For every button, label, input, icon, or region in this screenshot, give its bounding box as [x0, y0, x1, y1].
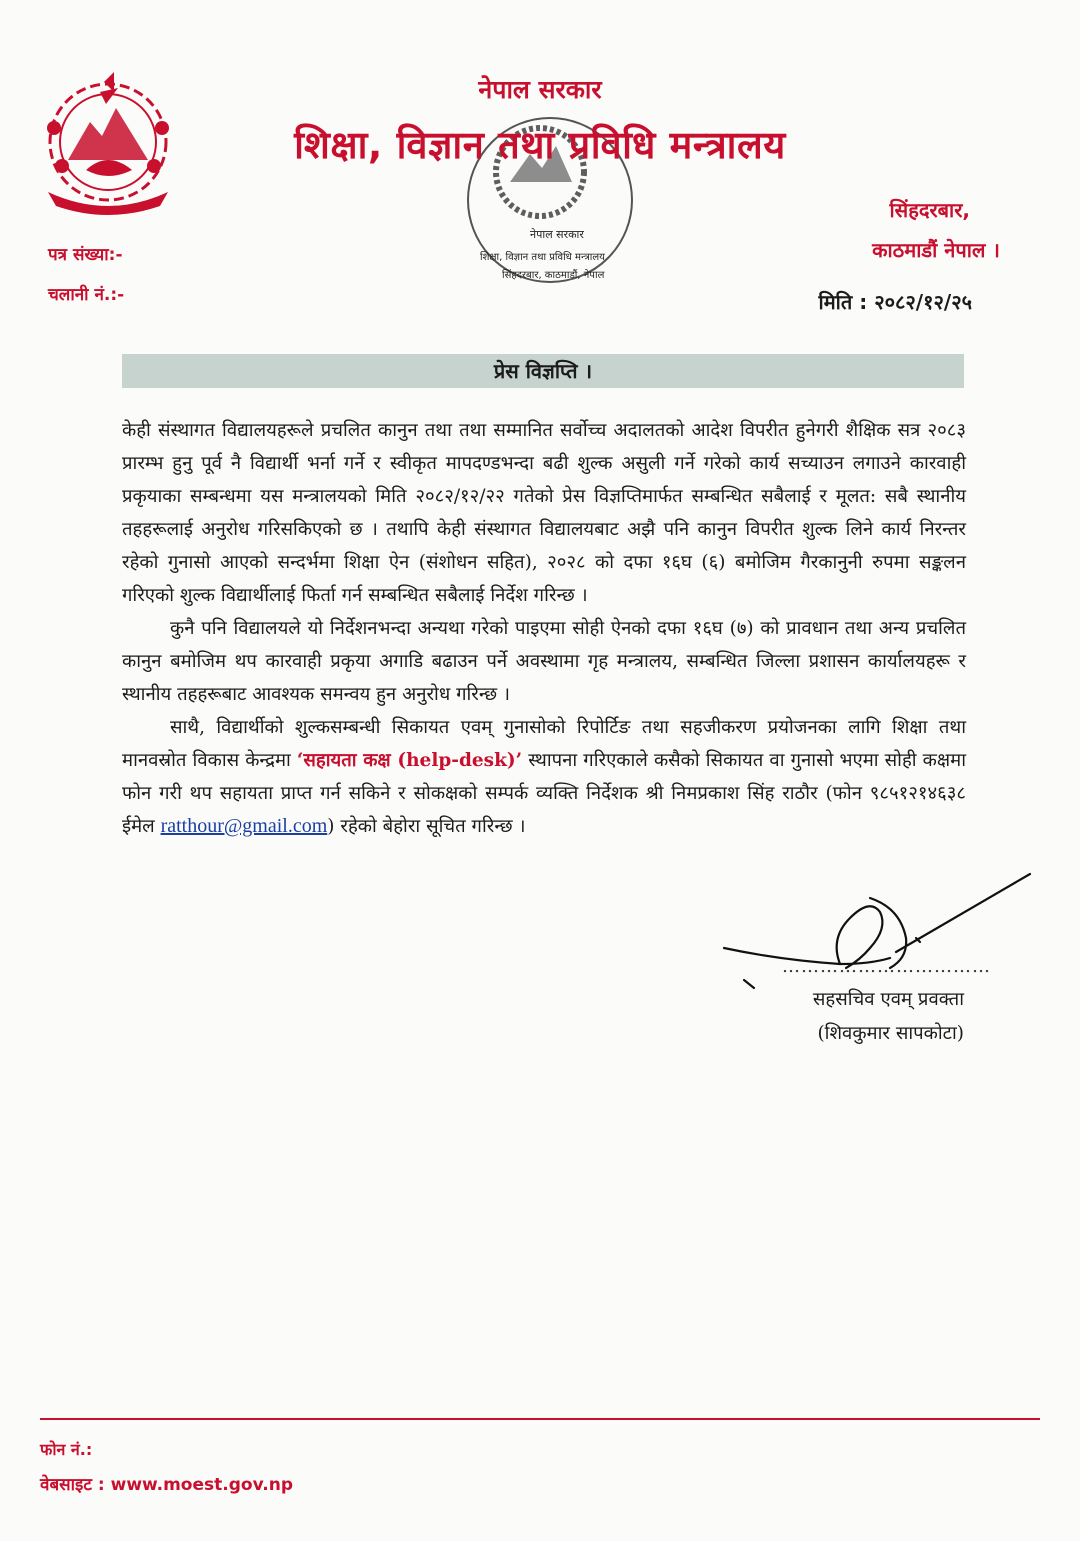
government-name: नेपाल सरकार — [478, 75, 602, 104]
paragraph-2: कुनै पनि विद्यालयले यो निर्देशनभन्दा अन्यथा गरेको पाइएमा सोही ऐनको दफा १६घ (७) को प्रावधान तथा अन्य प्रचलित कानुन बमोजिम थप कारवाही प्रकृया अगाडि बढाउन पर्ने अवस्थामा गृह मन्त्रालय, सम्बन्धित जिल्ला प्रशासन कार्यालयहरू र स्थानीय तहहरूबाट आवश्यक समन्वय हुन अनुरोध गरिन्छ । — [122, 618, 966, 705]
ministry-name: शिक्षा, विज्ञान तथा प्रविधि मन्त्रालय — [294, 123, 786, 167]
footer-phone-label: फोन नं.: — [40, 1440, 93, 1459]
address-line-1: सिंहदरबार, — [889, 198, 970, 222]
signatory-title: सहसचिव एवम् प्रवक्ता — [812, 989, 964, 1010]
press-release-title: प्रेस विज्ञप्ति । — [122, 354, 964, 388]
stamp-line2: शिक्षा, विज्ञान तथा प्रविधि मन्त्रालय — [480, 252, 605, 263]
footer-website-url[interactable]: www.moest.gov.np — [110, 1475, 293, 1495]
reference-number-label: पत्र संख्या:- — [48, 245, 123, 265]
help-desk-highlight: ‘सहायता कक्ष (help-desk)’ — [296, 750, 523, 771]
letter-body — [122, 414, 966, 843]
contact-email-link[interactable]: ratthour@gmail.com — [160, 815, 328, 837]
stamp-line1: नेपाल सरकार — [530, 228, 584, 241]
footer-website-label: वेबसाइट : — [40, 1475, 105, 1495]
paragraph-3-part-1: साथै, विद्यार्थीको शुल्कसम्बन्धी सिकायत एवम् गुनासोको रिपोर्टिङ तथा सहजीकरण प्रयोजनका लागि शिक्षा तथा मानवस्रोत विकास केन्द्रमा — [122, 717, 966, 771]
chalani-number-label: चलानी नं.:- — [48, 285, 125, 305]
paragraph-3 — [122, 711, 966, 843]
footer-website — [40, 1472, 293, 1495]
paragraph-3-part-2: स्थापना गरिएकाले कसैको सिकायत वा गुनासो भएमा सोही कक्षमा फोन गरी थप सहायता प्राप्त गर्न सकिने र सोकक्षको सम्पर्क व्यक्ति निर्देशक श्री निमप्रकाश सिंह राठौर (फोन ९८५१२१४६३८ ईमेल — [122, 750, 966, 837]
stamp-line3: सिंहदरबार, काठमाडौं, नेपाल — [502, 270, 605, 281]
letter-date: मिति : २०८२/१२/२५ — [818, 290, 972, 314]
paragraph-3-part-3: ) रहेको बेहोरा सूचित गरिन्छ । — [327, 816, 526, 837]
paragraph-1: केही संस्थागत विद्यालयहरूले प्रचलित कानुन तथा तथा सम्मानित सर्वोच्च अदालतको आदेश विपरीत हुनेगरी शैक्षिक सत्र २०८३ प्रारम्भ हुनु पूर्व नै विद्यार्थी भर्ना गर्ने र स्वीकृत मापदण्डभन्दा बढी शुल्क असुली गर्ने गरेको कार्य सच्याउन लगाउने कारवाही प्रकृयाका सम्बन्धमा यस मन्त्रालयको मिति २०८२/१२/२२ गतेको प्रेस विज्ञप्तिमार्फत सम्बन्धित सबैलाई र मूलत: सबै स्थानीय तहहरूलाई अनुरोध गरिसकिएको छ । तथापि केही संस्थागत विद्यालयबाट अझै पनि कानुन विपरीत शुल्क लिने कार्य निरन्तर रहेको गुनासो आएको सन्दर्भमा शिक्षा ऐन (संशोधन सहित), २०२८ को दफा १६घ (६) बमोजिम गैरकानुनी रुपमा सङ्कलन गरिएको शुल्क विद्यार्थीलाई फिर्ता गर्न सम्बन्धित सबैलाई निर्देश गरिन्छ । — [122, 420, 966, 606]
footer-divider — [40, 1418, 1040, 1420]
signature-dotted-line: …………………………… — [782, 956, 991, 977]
address-line-2: काठमाडौं नेपाल । — [872, 238, 1000, 262]
signatory-name: (शिवकुमार सापकोटा) — [817, 1023, 964, 1044]
